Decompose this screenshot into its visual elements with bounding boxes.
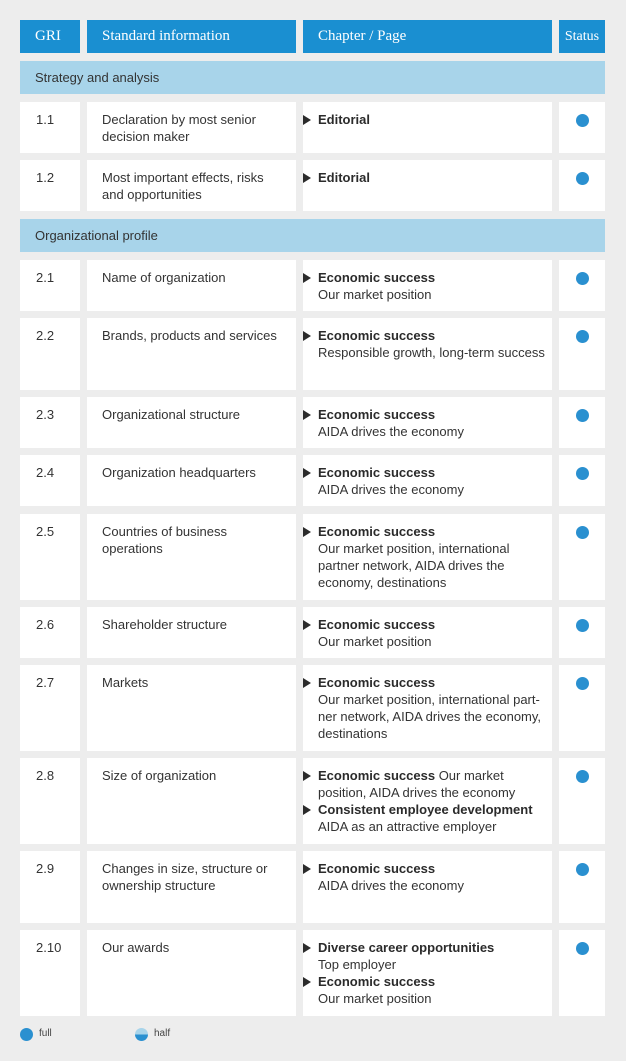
status-full-icon	[576, 172, 589, 185]
chapter-page-cell	[303, 665, 552, 751]
chapter-page-reference: Our market position	[318, 991, 432, 1006]
status-full-icon	[576, 619, 589, 632]
status-cell	[559, 260, 605, 311]
status-full-icon	[576, 467, 589, 480]
status-full-icon	[576, 409, 589, 422]
chapter-page-cell	[303, 514, 552, 600]
status-full-icon	[576, 942, 589, 955]
status-full-icon	[576, 863, 589, 876]
status-cell	[559, 930, 605, 1016]
gri-number: 2.7	[20, 665, 80, 751]
chapter-page-cell	[303, 607, 552, 658]
chapter-page-cell	[303, 758, 552, 844]
chapter-title: Consistent employee development	[318, 802, 533, 817]
table-row	[0, 260, 626, 311]
standard-information: Countries of business operations	[87, 514, 296, 600]
chapter-page-reference: Our market position	[318, 634, 432, 649]
chapter-page-cell	[303, 260, 552, 311]
standard-information: Shareholder structure	[87, 607, 296, 658]
chapter-title: Economic success	[318, 328, 436, 343]
gri-number: 2.2	[20, 318, 80, 390]
standard-information: Name of organization	[87, 260, 296, 311]
status-cell	[559, 318, 605, 390]
status-full-icon	[576, 114, 589, 127]
chapter-entry	[318, 464, 546, 498]
gri-number: 2.6	[20, 607, 80, 658]
gri-number: 2.9	[20, 851, 80, 923]
standard-information: Most important effects, risks and opportunities	[87, 160, 296, 211]
table-row	[0, 102, 626, 153]
chapter-title: Economic success	[318, 974, 436, 989]
chapter-title: Economic success	[318, 270, 436, 285]
arrow-right-icon	[303, 771, 311, 781]
status-cell	[559, 758, 605, 844]
chapter-entry	[318, 973, 546, 1007]
chapter-page-cell	[303, 160, 552, 211]
arrow-right-icon	[303, 115, 311, 125]
gri-number: 1.1	[20, 102, 80, 153]
chapter-page-cell	[303, 318, 552, 390]
chapter-page-reference: Top employer	[318, 957, 397, 972]
table-row	[0, 758, 626, 844]
table-row	[0, 665, 626, 751]
gri-number: 2.1	[20, 260, 80, 311]
status-full-icon	[576, 677, 589, 690]
chapter-page-reference: Our market position, international part-ner network, AIDA drives the economy, destinations	[318, 692, 542, 741]
table-row	[0, 851, 626, 923]
chapter-entry	[318, 406, 546, 440]
standard-information: Size of organization	[87, 758, 296, 844]
status-full-icon	[576, 526, 589, 539]
arrow-right-icon	[303, 410, 311, 420]
status-cell	[559, 397, 605, 448]
chapter-page-cell	[303, 930, 552, 1016]
chapter-title: Editorial	[318, 112, 371, 127]
status-cell	[559, 102, 605, 153]
chapter-page-reference: Our market position, international partner network, AIDA drives the economy, destinations	[318, 541, 510, 590]
chapter-page-cell	[303, 851, 552, 923]
standard-information: Declaration by most senior decision maker	[87, 102, 296, 153]
arrow-right-icon	[303, 527, 311, 537]
chapter-entry	[318, 801, 546, 835]
chapter-entry	[318, 674, 546, 742]
table-row	[0, 930, 626, 1016]
chapter-entry	[318, 523, 546, 591]
chapter-page-reference: Our market position, AIDA drives the economy	[318, 768, 516, 800]
chapter-entry	[318, 169, 546, 186]
chapter-title: Editorial	[318, 170, 371, 185]
section-header: Organizational profile	[20, 219, 605, 252]
gri-number: 2.10	[20, 930, 80, 1016]
status-cell	[559, 665, 605, 751]
status-full-icon	[576, 272, 589, 285]
chapter-entry	[318, 767, 546, 801]
standard-information: Markets	[87, 665, 296, 751]
status-cell	[559, 514, 605, 600]
legend-half-label: half	[154, 1028, 171, 1039]
arrow-right-icon	[303, 864, 311, 874]
table-row	[0, 455, 626, 506]
chapter-page-reference: Our market position	[318, 287, 432, 302]
arrow-right-icon	[303, 331, 311, 341]
table-row	[0, 514, 626, 600]
header-standard-information: Standard information	[87, 20, 296, 53]
chapter-entry	[318, 269, 546, 303]
gri-number: 2.8	[20, 758, 80, 844]
arrow-right-icon	[303, 273, 311, 283]
chapter-title: Economic success	[318, 465, 436, 480]
chapter-entry	[318, 111, 546, 128]
arrow-right-icon	[303, 620, 311, 630]
gri-number: 1.2	[20, 160, 80, 211]
standard-information: Our awards	[87, 930, 296, 1016]
chapter-entry	[318, 860, 546, 894]
chapter-title: Economic success	[318, 407, 436, 422]
arrow-right-icon	[303, 678, 311, 688]
arrow-right-icon	[303, 468, 311, 478]
table-row	[0, 397, 626, 448]
status-full-icon	[576, 770, 589, 783]
header-chapter-page: Chapter / Page	[303, 20, 552, 53]
chapter-page-cell	[303, 455, 552, 506]
chapter-entry	[318, 939, 546, 973]
chapter-page-reference: AIDA drives the economy	[318, 482, 464, 497]
chapter-title: Diverse career opportunities	[318, 940, 495, 955]
table-row	[0, 607, 626, 658]
chapter-entry	[318, 616, 546, 650]
chapter-title: Economic success	[318, 861, 436, 876]
arrow-right-icon	[303, 977, 311, 987]
table-row	[0, 318, 626, 390]
standard-information: Organizational structure	[87, 397, 296, 448]
chapter-page-cell	[303, 102, 552, 153]
header-gri: GRI	[20, 20, 80, 53]
chapter-page-cell	[303, 397, 552, 448]
chapter-title: Economic success	[318, 617, 436, 632]
arrow-right-icon	[303, 943, 311, 953]
chapter-page-reference: AIDA drives the economy	[318, 878, 464, 893]
legend-full-status-icon	[20, 1028, 33, 1041]
chapter-title: Economic success	[318, 768, 436, 783]
status-cell	[559, 160, 605, 211]
chapter-title: Economic success	[318, 675, 436, 690]
status-cell	[559, 455, 605, 506]
chapter-page-reference: Responsible growth, long-term success	[318, 345, 545, 360]
status-cell	[559, 851, 605, 923]
legend-half-status-icon	[135, 1028, 148, 1041]
status-cell	[559, 607, 605, 658]
standard-information: Brands, products and services	[87, 318, 296, 390]
gri-number: 2.3	[20, 397, 80, 448]
gri-number: 2.4	[20, 455, 80, 506]
arrow-right-icon	[303, 805, 311, 815]
status-full-icon	[576, 330, 589, 343]
table-row	[0, 160, 626, 211]
chapter-page-reference: AIDA as an attractive employer	[318, 819, 497, 834]
chapter-title: Economic success	[318, 524, 436, 539]
header-status: Status	[559, 20, 605, 53]
gri-number: 2.5	[20, 514, 80, 600]
chapter-page-reference: AIDA drives the economy	[318, 424, 464, 439]
section-header: Strategy and analysis	[20, 61, 605, 94]
standard-information: Organization headquarters	[87, 455, 296, 506]
chapter-entry	[318, 327, 546, 361]
legend-full-label: full	[39, 1028, 52, 1039]
standard-information: Changes in size, structure or ownership structure	[87, 851, 296, 923]
arrow-right-icon	[303, 173, 311, 183]
